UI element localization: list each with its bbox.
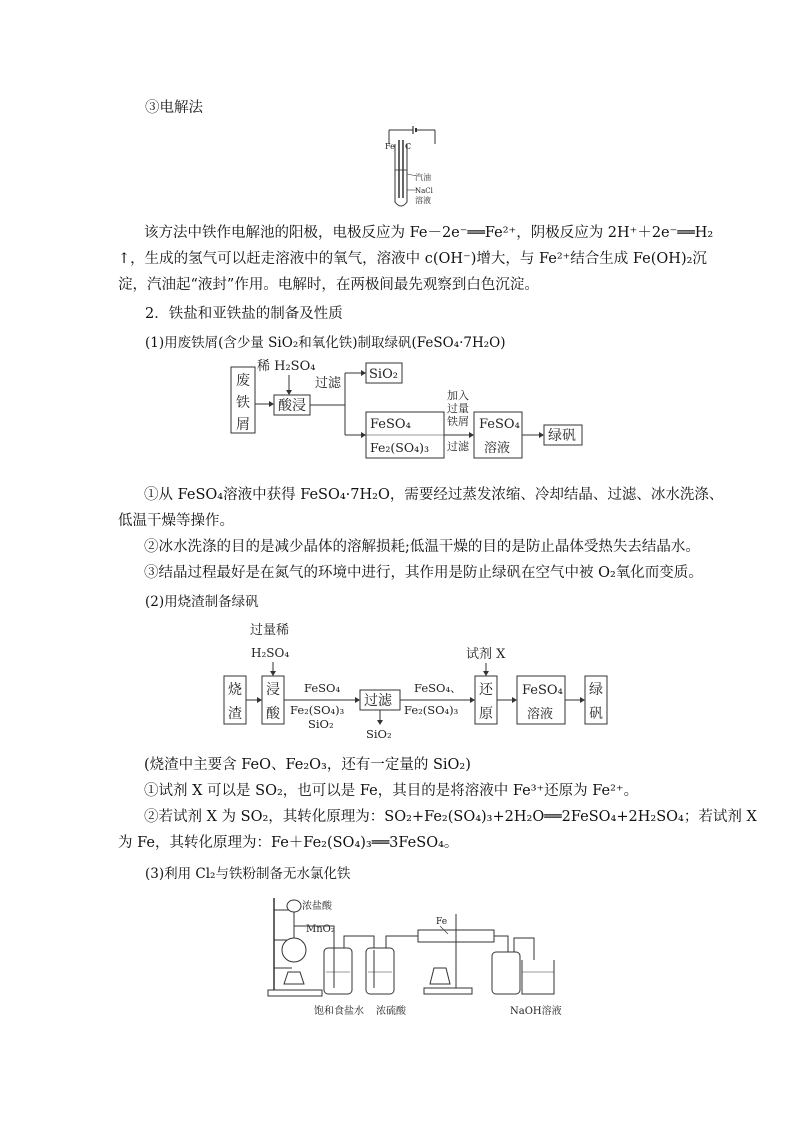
step-char: 还	[479, 682, 493, 698]
part2-title: (2)用烧渣制备绿矾	[145, 594, 259, 610]
intermediate-label: Fe₂(SO₄)₃	[404, 703, 459, 717]
add-iron-label: 过量	[447, 402, 469, 415]
section-title: 2．铁盐和亚铁盐的制备及性质	[145, 306, 343, 322]
filtrate-line: FeSO₄	[370, 417, 411, 432]
fe-electrode-label: Fe	[385, 142, 395, 151]
residue-sio2-label: SiO₂	[369, 367, 398, 382]
start-char: 废	[236, 373, 250, 389]
part1-notes	[118, 482, 723, 586]
note-line: (烧渣中主要含 FeO、Fe₂O₃，还有一定量的 SiO₂)	[144, 757, 471, 773]
oil-label: 汽油	[415, 173, 431, 182]
method-heading: ③电解法	[145, 100, 203, 116]
add-iron-label: 铁屑	[447, 415, 469, 428]
reagent-label: H₂SO₄	[251, 646, 290, 660]
flowchart-cinder	[218, 618, 638, 740]
start-char: 烧	[228, 682, 242, 698]
note-line: ②冰水洗涤的目的是减少晶体的溶解损耗;低温干燥的目的是防止晶体受热失去结晶水。	[144, 539, 700, 555]
safety-bottle	[492, 952, 520, 994]
electrolysis-paragraph	[118, 220, 713, 298]
filter-label: 过滤	[364, 693, 392, 709]
naoh-label: NaOH溶液	[510, 1006, 562, 1017]
paragraph-line: 该方法中铁作电解池的阳极，电极反应为 Fe－2e⁻══Fe²⁺，阴极反应为 2H⁺＋2e⁻══H₂	[144, 225, 714, 241]
part2-notes	[118, 752, 757, 856]
electrolysis-diagram	[375, 122, 445, 212]
reagent-label: 过量稀	[250, 623, 290, 638]
solution-label: 溶液	[415, 196, 431, 205]
burner	[430, 968, 450, 984]
hcl-label: 浓盐酸	[302, 901, 332, 912]
stand-base	[424, 988, 472, 994]
residue-sio2-label: SiO₂	[366, 727, 392, 740]
paragraph-line: ↑，生成的氢气可以赶走溶液中的氧气，溶液中 c(OH⁻)增大，与 Fe²⁺结合生成 Fe(OH)₂沉	[118, 251, 707, 267]
stand-base	[268, 990, 322, 996]
saltwater-label: 饱和食盐水	[314, 1006, 364, 1017]
part3-title: (3)利用 Cl₂与铁粉制备无水氯化铁	[145, 866, 351, 882]
burner	[284, 972, 304, 984]
filter-label: 过滤	[315, 376, 342, 391]
mno2-label: MnO₂	[306, 924, 335, 935]
naoh-beaker	[522, 960, 554, 994]
filtrate-line: Fe₂(SO₄)₃	[370, 440, 429, 455]
note-line: 低温干燥等操作。	[118, 513, 234, 529]
part1-title: (1)用废铁屑(含少量 SiO₂和氧化铁)制取绿矾(FeSO₄·7H₂O)	[145, 335, 506, 351]
add-iron-label: 加入	[447, 389, 469, 402]
intermediate-label: FeSO₄	[304, 681, 341, 695]
note-line: ①试剂 X 可以是 SO₂，也可以是 Fe，其目的是将溶液中 Fe³⁺还原为 Fe²⁺。	[144, 783, 639, 799]
start-char: 屑	[236, 417, 250, 433]
nacl-label: NaCl	[415, 187, 433, 195]
start-char: 铁	[236, 395, 250, 411]
note-line: ①从 FeSO₄溶液中获得 FeSO₄·7H₂O，需要经过蒸发浓缩、冷却结晶、过滤、冰水洗涤、	[144, 487, 724, 503]
sulfuric-acid-label: 浓硫酸	[376, 1006, 406, 1017]
wash-bottle-saltwater	[324, 948, 352, 994]
flowchart-scrap-iron	[225, 355, 595, 465]
product-label: 绿矾	[548, 428, 576, 444]
intermediate-label: FeSO₄、	[414, 681, 462, 695]
filter2-label: 过滤	[447, 440, 469, 453]
round-flask	[282, 938, 306, 962]
reagent-x-label: 试剂 X	[466, 647, 506, 662]
step-char: 酸	[266, 706, 280, 722]
solution-line: 溶液	[527, 707, 554, 722]
product-char: 绿	[589, 682, 603, 698]
step-char: 浸	[266, 682, 280, 698]
dropping-funnel	[287, 900, 301, 912]
reagent-dilute-h2so4: 稀 H₂SO₄	[257, 359, 316, 374]
note-line: ②若试剂 X 为 SO₂，其转化原理为：SO₂+Fe₂(SO₄)₃+2H₂O══2FeSO₄+2H₂SO₄；若试剂 X	[144, 809, 757, 825]
note-line: ③结晶过程最好是在氮气的环境中进行，其作用是防止绿矾在空气中被 O₂氧化而变质。	[144, 565, 703, 581]
acid-leach-label: 酸浸	[278, 398, 306, 414]
paragraph-line: 淀，汽油起“液封”作用。电解时，在两极间最先观察到白色沉淀。	[118, 277, 539, 293]
start-char: 渣	[228, 706, 242, 722]
test-tube	[395, 144, 407, 206]
fe-label: Fe	[436, 917, 448, 927]
wash-bottle-acid	[366, 948, 394, 994]
intermediate-label: SiO₂	[308, 717, 334, 731]
intermediate-label: Fe₂(SO₄)₃	[290, 703, 345, 717]
solution-line: FeSO₄	[522, 683, 563, 698]
solution-line: FeSO₄	[479, 417, 520, 432]
note-line: 为 Fe，其转化原理为：Fe＋Fe₂(SO₄)₃══3FeSO₄。	[118, 835, 459, 851]
solution-line: 溶液	[484, 441, 511, 456]
c-electrode-label: C	[405, 142, 412, 151]
product-char: 矾	[589, 706, 603, 722]
apparatus-diagram	[262, 888, 572, 1023]
step-char: 原	[479, 706, 493, 722]
